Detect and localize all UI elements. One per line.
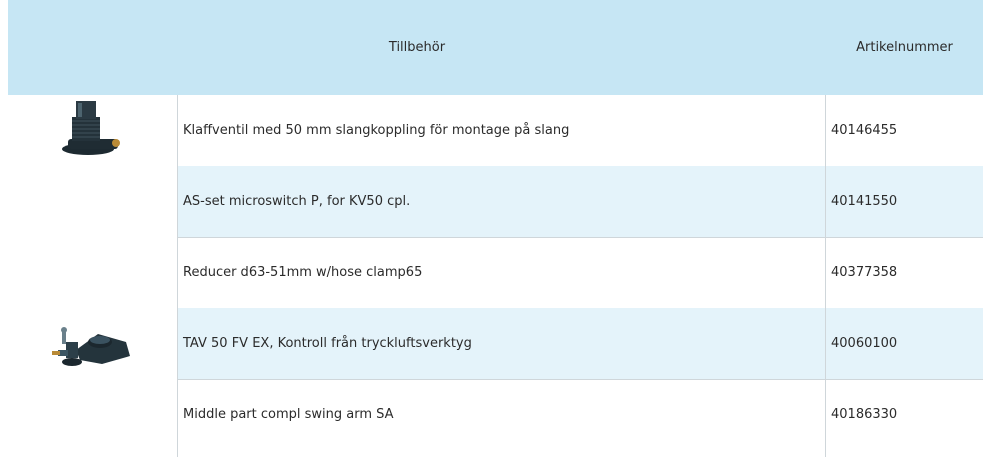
product-image-cell [8, 237, 178, 308]
table-row [8, 237, 983, 309]
table-row [8, 308, 983, 380]
table-row [8, 166, 983, 238]
row-article-number: 40141550 [826, 166, 983, 237]
table-header [8, 0, 983, 95]
row-article-number: 40060100 [826, 308, 983, 379]
header-article-number: Artikelnummer [856, 40, 953, 55]
row-description: Klaffventil med 50 mm slangkoppling för montage på slang [178, 95, 826, 166]
row-description: TAV 50 FV EX, Kontroll från tryckluftsverktyg [178, 308, 826, 379]
row-description: AS-set microswitch P, for KV50 cpl. [178, 166, 826, 237]
pneumatic-valve-icon [46, 320, 136, 370]
header-accessory: Tillbehör [388, 40, 446, 55]
product-image-cell [8, 308, 178, 379]
row-article-number: 40377358 [831, 265, 898, 280]
row-article-number: 40146455 [831, 123, 898, 138]
row-description: Reducer d63-51mm w/hose clamp65 [178, 237, 826, 308]
product-image-cell [8, 95, 178, 166]
hose-valve-icon [58, 99, 128, 161]
product-image-cell [8, 166, 178, 237]
table-row [8, 379, 983, 457]
row-article-number: 40186330 [831, 407, 898, 422]
table-row [8, 95, 983, 167]
product-image-cell [8, 379, 178, 457]
row-description: Middle part compl swing arm SA [178, 379, 826, 457]
